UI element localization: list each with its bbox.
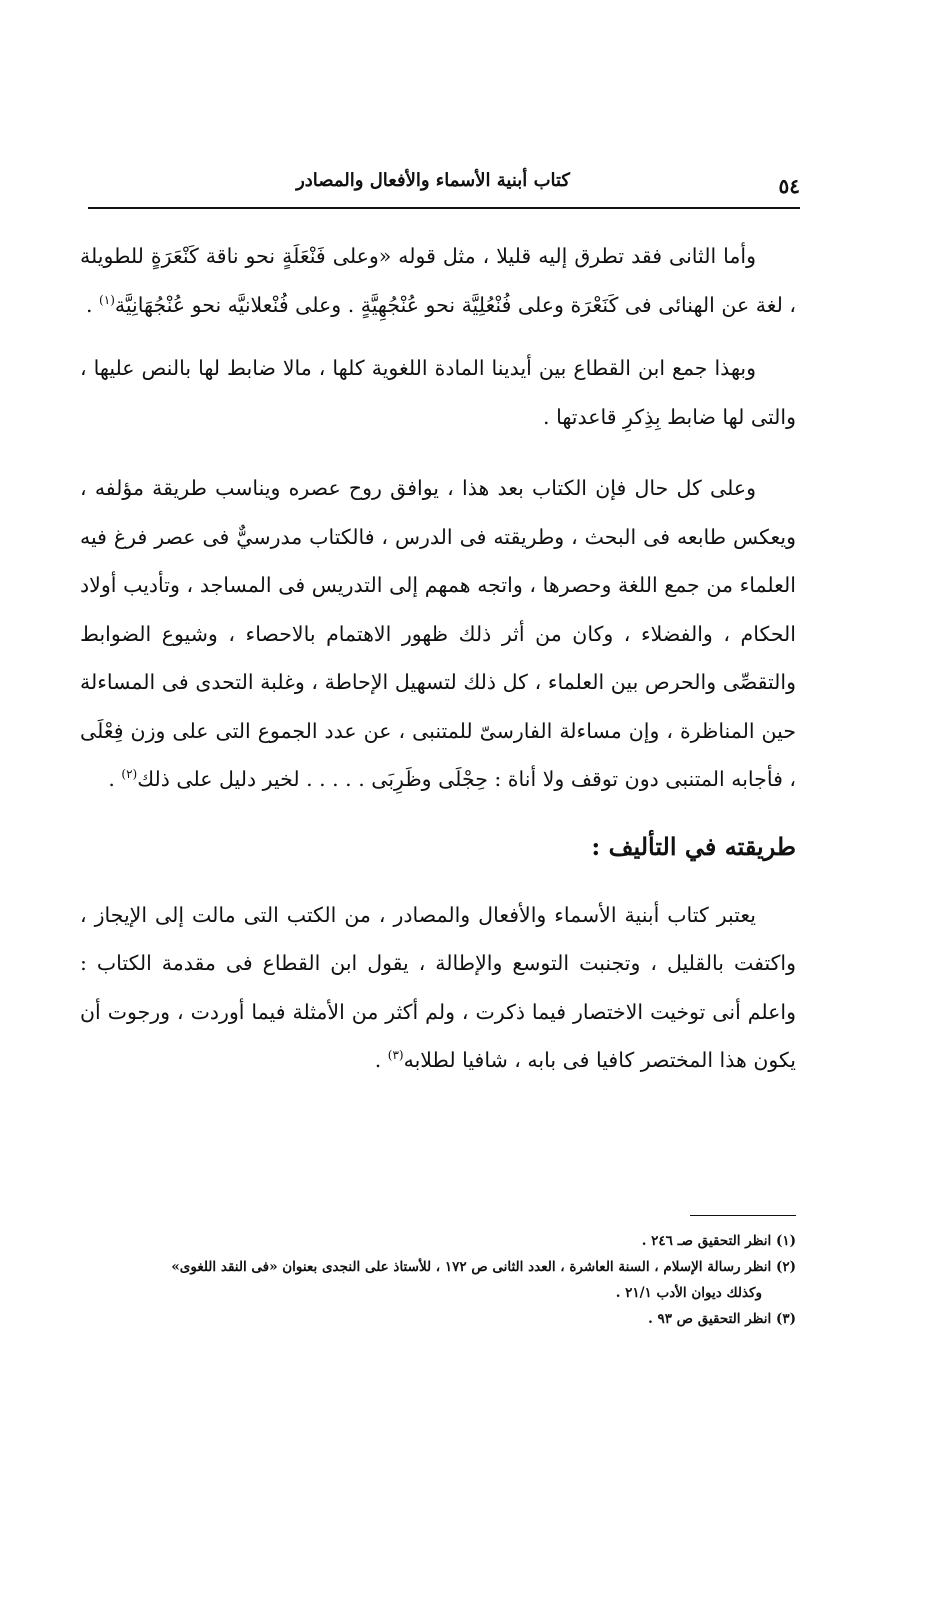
- footnote-1: (١) انظر التحقيق صـ ٢٤٦ .: [641, 1233, 796, 1249]
- footnote-3: (٣) انظر التحقيق ص ٩٣ .: [648, 1311, 796, 1327]
- paragraph-3-text: وعلى كل حال فإن الكتاب بعد هذا ، يوافق روح عصره ويناسب طريقة مؤلفه ، ويعكس طابعه فى البحث ، وطريقته فى الدرس ، فالكتاب مدرسيٌّ فى عصر فرغ فيه العلماء من جمع اللغة وحصرها ، واتجه همهم إلى التدريس فى المساجد ، وتأديب أولاد الحكام ، والفضلاء ، وكان من أثر ذلك ظهور الاهتمام بالاحصاء ، وشيوع الضوابط والتقصِّى والحرص بين العلماء ، كل ذلك لتسهيل الإحاطة ، وغلبة التحدى فى المساءلة حين المناظرة ، وإن مساءلة الفارسىّ للمتنبى ، عن عدد الجموع التى على وزن فِعْلَى ، فأجابه المتنبى دون توقف ولا أناة : حِجْلَى وظَرِبَى . . . . . لخير دليل على ذلك: [80, 476, 796, 791]
- paragraph-4: [80, 891, 796, 1085]
- footnotes: [80, 1228, 796, 1332]
- footnote-ref-3: (٣): [387, 1048, 404, 1063]
- header-title: كتاب أبنية الأسماء والأفعال والمصادر: [296, 170, 570, 191]
- footnote-2: (٢) انظر رسالة الإسلام ، السنة العاشرة ، العدد الثانى ص ١٧٢ ، للأستاذ على النجدى بعنوان «فى النقد اللغوى»: [171, 1259, 796, 1275]
- paragraph-1-text: وأما الثانى فقد تطرق إليه قليلا ، مثل قوله «وعلى فَنْعَلَةٍ نحو ناقة كَنْعَرَةٍ للطويلة ، لغة عن الهنائى فى كَنَعْرَة وعلى فُنْعُلِيَّة نحو عُنْجُهِيَّةٍ . وعلى فُنْعلانيَّه نحو عُنْجُهَانِيَّة: [80, 244, 796, 317]
- paragraph-3: [80, 464, 796, 804]
- footnote-ref-2: (٢): [121, 767, 138, 782]
- page-number: ٥٤: [778, 174, 800, 198]
- paragraph-4-text: يعتبر كتاب أبنية الأسماء والأفعال والمصادر ، من الكتب التى مالت إلى الإيجاز ، واكتفت بالقليل ، وتجنبت التوسع والإطالة ، يقول ابن القطاع فى مقدمة الكتاب : واعلم أنى توخيت الاختصار فيما ذكرت ، ولم أكثر من الأمثلة فيما أوردت ، ورجوت أن يكون هذا المختصر كافيا فى بابه ، شافيا لطلابه: [80, 902, 796, 1072]
- paragraph-1-end: .: [86, 292, 100, 317]
- footnote-ref-1: (١): [99, 292, 115, 307]
- footnote-separator: [690, 1215, 796, 1216]
- header-rule: [88, 207, 800, 209]
- section-heading: طريقته في التأليف :: [591, 831, 796, 861]
- footnote-2-continuation: وكذلك ديوان الأدب ٢١/١ .: [615, 1285, 762, 1301]
- paragraph-1: [80, 232, 796, 329]
- paragraph-4-end: .: [374, 1048, 388, 1072]
- paragraph-3-end: .: [108, 767, 122, 791]
- paragraph-2: وبهذا جمع ابن القطاع بين أيدينا المادة اللغوية كلها ، مالا ضابط لها بالنص عليها ، والتى لها ضابط بِذِكرِ قاعدتها .: [80, 356, 796, 429]
- body-text: [80, 232, 796, 1108]
- running-header: [88, 168, 800, 208]
